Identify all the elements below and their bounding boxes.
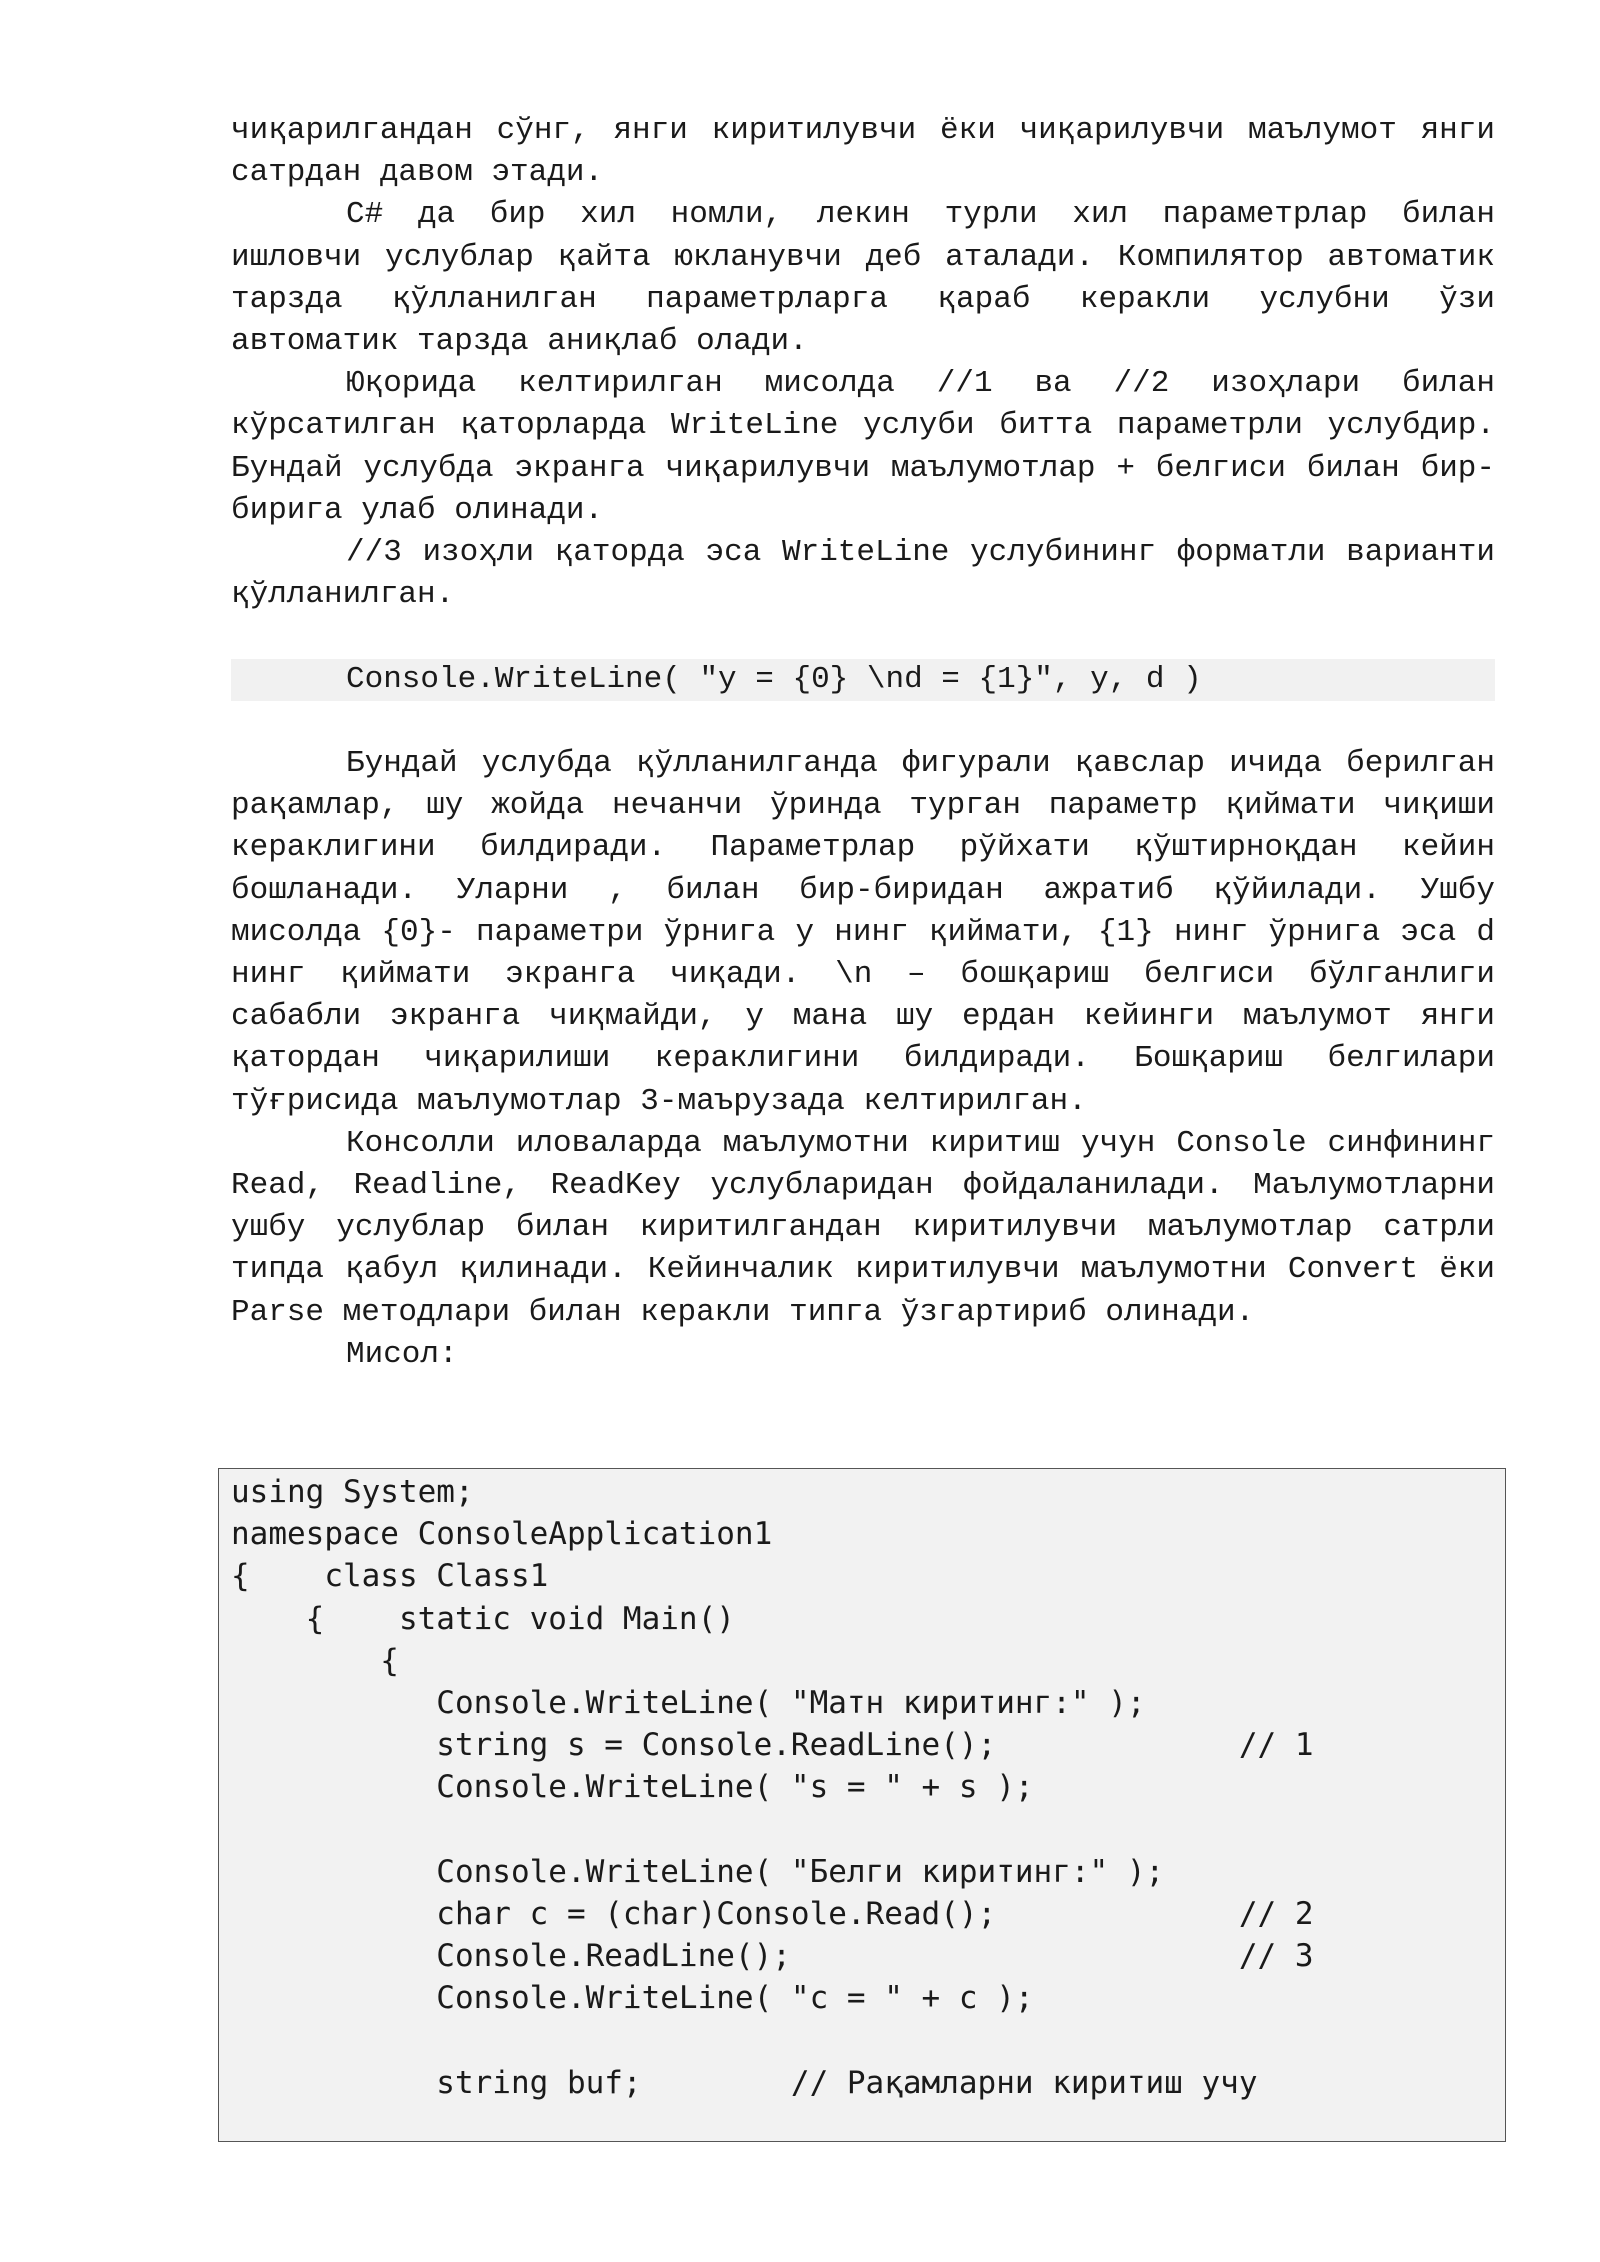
code-line: { class Class1 <box>231 1558 549 1595</box>
paragraph-6: Консолли иловаларда маълумотни киритиш учун Console синфининг Read, Readline, ReadKey услубларидан фойдаланилади. Маълумотларни ушбу услублар билан киритилгандан киритилувчи маълумотлар сатрли типда қабул қилинади. Кейинчалик киритилувчи маълумотни Convert ёки Parse методлари билан керакли типга ўзгартириб олинади. <box>231 1125 1495 1330</box>
spacer <box>231 701 1495 743</box>
code-line: using System; <box>231 1474 474 1510</box>
paragraph-1: чиқарилгандан сўнг, янги киритилувчи ёки чиқарилувчи маълумот янги сатрдан давом этади. <box>231 113 1495 191</box>
code-line: Console.WriteLine( "Белги киритинг:" ); <box>231 1853 1165 1890</box>
code-line: namespace ConsoleApplication1 <box>231 1516 773 1553</box>
code-line: Console.ReadLine(); // 3 <box>231 1938 1314 1975</box>
code-line: char c = (char)Console.Read(); // 2 <box>231 1896 1314 1933</box>
document-body <box>231 110 1495 1376</box>
paragraph-5: Бундай услубда қўлланилганда фигурали қавслар ичида берилган рақамлар, шу жойда нечанчи ўринда турган параметр қиймати чиқиши кераклигини билдиради. Параметрлар рўйхати қўштирноқдан кейин бошланади. Уларни , билан бир-биридан ажратиб қўйилади. Ушбу мисолда {0}- параметри ўрнига y нинг қиймати, {1} нинг ўрнига эса d нинг қиймати экранга чиқади. \n – бошқариш белгиси бўлганлиги сабабли экранга чиқмайди, у мана шу ердан кейинги маълумот янги қатордан чиқарилиши кераклигини билдиради. Бошқариш белгилари тўғрисида маълумотлар 3-маърузада келтирилган. <box>231 746 1495 1119</box>
paragraph-4: //3 изоҳли қаторда эса WriteLine услубининг форматли варианти қўлланилган. <box>231 535 1495 613</box>
code-line: string s = Console.ReadLine(); // 1 <box>231 1727 1314 1764</box>
code-line: Console.WriteLine( "Матн киритинг:" ); <box>231 1685 1146 1722</box>
paragraph-2: C# да бир хил номли, лекин турли хил параметрлар билан ишловчи услублар қайта юкланувчи деб аталади. Компилятор автоматик тарзда қўлланилган параметрларга қараб керакли услубни ўзи автоматик тарзда аниқлаб олади. <box>231 197 1495 360</box>
code-line: Console.WriteLine( "c = " + c ); <box>231 1980 1034 2017</box>
code-line: string buf; // Рақамларни киритиш учу <box>231 2064 1258 2101</box>
spacer <box>231 616 1495 658</box>
example-code-line: Console.WriteLine( "y = {0} \nd = {1}", y, d ) <box>231 659 1495 701</box>
paragraph-3: Юқорида келтирилган мисолда //1 ва //2 изоҳлари билан кўрсатилган қаторларда WriteLine услуби битта параметрли услубдир. Бундай услубда экранга чиқарилувчи маълумотлар + белгиси билан бир-бирига улаб олинади. <box>231 366 1495 528</box>
code-line: Console.WriteLine( "s = " + s ); <box>231 1769 1034 1806</box>
code-listing <box>231 1471 1314 2104</box>
code-line: { <box>231 1642 399 1679</box>
example-label: Мисол: <box>346 1336 458 1372</box>
code-line: { static void Main() <box>231 1600 735 1637</box>
code-listing-box <box>218 1468 1506 2142</box>
